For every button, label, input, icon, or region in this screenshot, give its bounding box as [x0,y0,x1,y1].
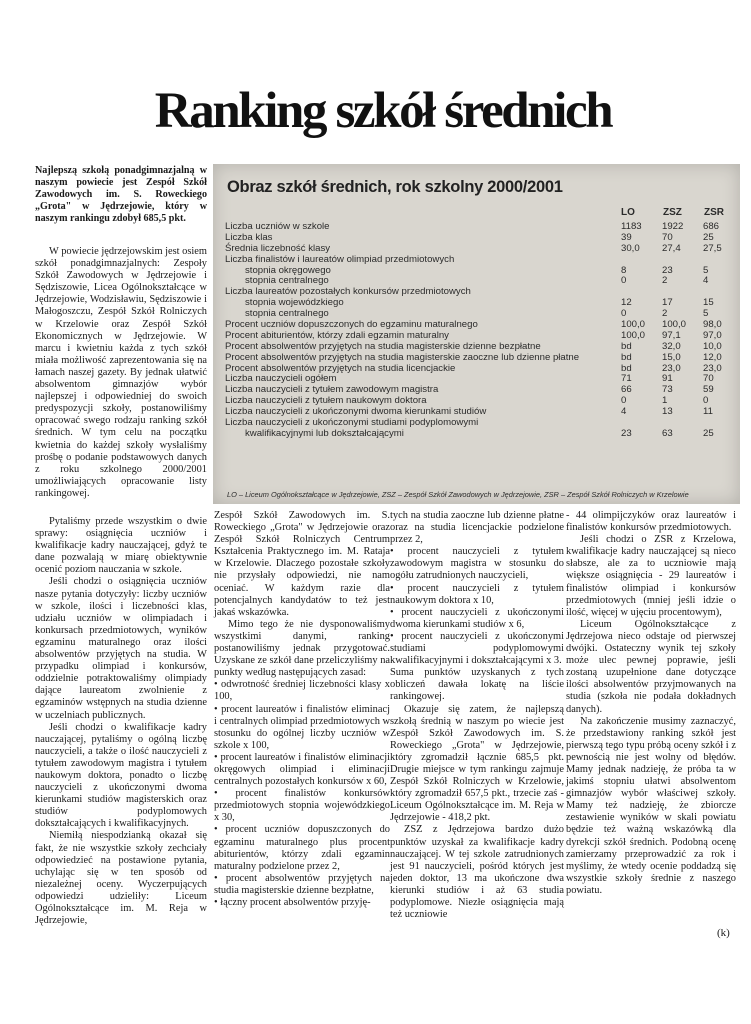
article-column-2 [214,510,390,909]
paragraph: • procent nauczycieli z ukończonymi dwoma kierunkami studiów x 6, [390,606,564,630]
row-value-zsz: 27,4 [662,242,681,254]
row-label: Procent absolwentów przyjętych na studia magisterskie zaoczne lub dzienne płatne [225,351,580,363]
row-label: kwalifikacyjnymi lub dokształcającymi [245,427,404,439]
table-row [225,222,730,233]
row-value-zsr: 0 [703,395,709,407]
row-label: Liczba nauczycieli z tytułem zawodowym magistra [225,384,439,396]
row-value-zsz: 1922 [662,221,684,232]
col-header-lo: LO [621,207,635,218]
col-header-zsz: ZSZ [663,207,682,218]
row-label: stopnia okręgowego [245,264,331,276]
paragraph: • procent uczniów dopuszczonych do egzaminu maturalnego plus procent abiturientów, którzy zdali egzamin maturalny podzielone przez 2, [214,824,390,872]
row-value-zsz: 73 [662,384,673,396]
article-column-3 [390,510,564,921]
row-label: Liczba laureatów pozostałych konkursów przedmiotowych [225,286,471,298]
row-value-zsz: 23,0 [662,362,681,374]
row-label: Liczba nauczycieli ogółem [225,373,337,385]
row-value-lo: 39 [621,231,632,243]
row-value-zsz: 23 [662,264,673,276]
row-label: Procent absolwentów przyjętych na studia magisterskie dzienne bezpłatne [225,340,541,352]
row-value-lo: 0 [621,308,627,320]
paragraph: Zespół Szkół Zawodowych im. S. Roweckiego „Grota" w Jędrzejowie oraz Zespół Szkół Rolniczych Centrum Kształcenia Praktycznego im. M. Rataja w Krzelowie. Dlaczego pozostałe szkoły nie przysłały odpowiedzi, nie nam oceniać. W każdym razie dla potencjalnych kandydatów to też jest jakaś wskazówka. [214,510,390,618]
row-label: Liczba nauczycieli z tytułem naukowym doktora [225,395,427,407]
row-value-zsz: 97,1 [662,329,681,341]
paragraph: • procent nauczycieli z ukończonymi studiami podyplomowymi kwalifikacyjnymi i dokształcającymi x 3. [390,630,564,667]
paragraph: Niemiłą niespodzianką okazał się fakt, że nie wszystkie szkoły zechciały odpowiedzieć na postawione pytania, uchylając się w ten sposób od niezależnej oceny. Wyczerpujących odpowiedzi udzieliły: Liceum Ogólnokształcące im. M. Reja w Jędrzejowie, [35,830,207,927]
row-label: Liczba nauczycieli z ukończonymi studiami podyplomowymi [225,417,479,429]
author-signature: (k) [717,927,730,939]
row-label: Procent abiturientów, którzy zdali egzamin maturalny [225,329,449,341]
paragraph: • procent nauczycieli z tytułem naukowym doktora x 10, [390,582,564,606]
row-value-zsr: 5 [703,264,709,276]
paragraph: Liceum Ogólnokształcące z Jędrzejowa nieco odstaje od pierwszej dwójki. Ostateczny wynik tej szkoły może ulec pewnej poprawie, jeśli zostaną uzupełnione dane dotyczące ilości absolwentów przyjmowanych na studia (szkoła nie podała dokładnych danych). [566,618,736,715]
table-title: Obraz szkół średnich, rok szkolny 2000/2001 [227,178,563,196]
row-value-lo: bd [621,340,632,352]
row-value-lo: 0 [621,395,627,407]
row-label: Liczba uczniów w szkole [225,221,330,232]
row-value-zsr: 25 [703,427,714,439]
row-value-lo: 30,0 [621,242,640,254]
row-value-zsz: 17 [662,297,673,309]
row-label: stopnia centralnego [245,275,329,287]
paragraph: Jeśli chodzi o kwalifikacje kadry nauczającej, pytaliśmy o ogólną liczbę nauczycieli, a także o ilość nauczycieli z tytułem zawodowym magistra i tytułem naukowym doktora, ponadto o liczbę nauczycieli z ukończonymi dwoma kierunkami studiów magisterskich oraz studiów podyplomowych dokształcających i kwalifikacyjnych. [35,721,207,830]
row-value-lo: 4 [621,406,627,418]
table-footnote: LO – Liceum Ogólnokształcące w Jędrzejowie, ZSZ – Zespół Szkół Zawodowych w Jędrzejowie, ZSR – Zespół Szkół Rolniczych w Krzelowie [227,490,689,499]
article-column-1a [35,246,207,500]
paragraph: Jeśli chodzi o ZSR z Krzelowa, kwalifikacje kadry nauczającej są nieco słabsze, ale za to uczniowie mają większe osiągnięcia - 29 laureatów i finalistów olimpiad i konkursów przedmiotowych (mniej jeśli idzie o ilość, więcej w ujęciu procentowym), [566,534,736,618]
row-value-zsr: 25 [703,231,714,243]
row-value-zsz: 15,0 [662,351,681,363]
row-value-zsz: 70 [662,231,673,243]
paragraph: Suma punktów uzyskanych z tych obliczeń dawała lokatę na liście rankingowej. [390,667,564,703]
row-value-lo: 23 [621,427,632,439]
row-value-zsz: 2 [662,275,668,287]
row-value-lo: 100,0 [621,329,646,341]
article-column-4 [566,510,736,897]
row-value-zsr: 10,0 [703,340,722,352]
row-value-lo: 66 [621,384,632,396]
row-value-lo: 12 [621,297,632,309]
paragraph: tych na studia zaoczne lub dzienne płatne oraz na studia licencjackie podzielone przez 2, [390,510,564,546]
row-value-zsz: 100,0 [662,319,687,331]
paragraph: W powiecie jędrzejowskim jest osiem szkół ponadgimnazjalnych: Zespoły Szkół Zawodowych w Jędrzejowie i Sędziszowie, Licea Ogólnokształcące w Jędrzejowie, Wodzisławiu, Sędziszowie i Małogoszczu, Zespół Szkół Rolniczych w Krzelowie oraz Zespół Szkół Ekonomicznych w Jędrzejowie. W marcu i kwietniu każda z tych szkół miała możliwość zaprezentowania się na łamach naszej gazety. By jednak ułatwić absolwentom gimnazjów wybór najlepszej i odpowiedniej do swoich predyspozycji szkoły, postanowiliśmy opracować swego rodzaju ranking szkół średnich. W tym celu na początku kwietnia do każdej szkoły wysłaliśmy prośbę o podanie podstawowych danych z roku szkolnego 2000/2001 umożliwiających opracowanie listy rankingowej. [35,246,207,499]
row-label: Liczba klas [225,231,273,243]
paragraph: Okazuje się zatem, że najlepszą szkołą średnią w naszym po wiecie jest Zespół Szkół Zawodowych im. S. Roweckiego „Grota" w Jędrzejowie, który zgromadził łącznie 685,5 pkt. Drugie miejsce w tym rankingu zajmuje Zespół Szkół Rolniczych w Krzelowie, który zgromadził 657,5 pkt., trzecie zaś - Liceum Ogólnokształcące im. M. Reja w Jędrzejowie - 418,2 pkt. [390,703,564,824]
row-value-zsr: 4 [703,275,709,287]
row-value-zsr: 686 [703,221,720,232]
row-label: Średnia liczebność klasy [225,242,331,254]
paragraph: • odwrotność średniej liczebności klasy x 100, [214,679,390,703]
row-value-lo: 1183 [621,221,642,232]
row-label: stopnia centralnego [245,308,329,320]
table-row [225,353,730,364]
paragraph: Mimo tego że nie dysponowaliśmy wszystkimi danymi, ranking postanowiliśmy jednak przygotować. Uzyskane ze szkół dane przeliczyliśmy na punkty według następujących zasad: [214,618,390,679]
col-header-zsr: ZSR [704,207,724,218]
row-value-zsr: 12,0 [703,351,722,363]
table-row [225,429,730,440]
row-label: Liczba nauczycieli z ukończonymi dwoma kierunkami studiów [225,406,487,418]
paragraph: • procent laureatów i finalistów eliminacj i centralnych olimpiad przedmiotowych w stosunku do ogólnej liczby uczniów w szkole x 100, [214,703,391,751]
table-row [225,255,730,266]
paragraph: • procent laureatów i finalistów eliminacji okręgowych olimpiad i eliminacji centralnych pozostałych konkursów x 60, [214,751,390,788]
row-value-zsz: 91 [662,373,673,385]
row-value-zsr: 15 [703,297,714,309]
row-value-zsr: 11 [703,406,713,418]
row-value-lo: bd [621,351,632,363]
paragraph: Na zakończenie musimy zaznaczyć, że przedstawiony ranking szkół jest pierwszą tego typu próbą oceny szkół i z pewnością nie jest wolny od błędów. Mamy jednak nadzieję, że próba ta w jakimś stopniu ułatwi absolwentom gimnazjów wybór właściwej szkoły. Mamy też nadzieję, że zbiorcze zestawienie wyników w skali powiatu będzie też ważną wskazówką dla dyrekcji szkół średnich. Podobną ocenę zamierzamy przeprowadzić za rok i myślimy, że wtedy ocenie poddadzą się wszystkie szkoły średnie z naszego powiatu. [566,715,736,896]
row-value-zsr: 59 [703,384,714,396]
paragraph: - 44 olimpijczyków oraz laureatów i finalistów konkursów przedmiotowych. [566,510,736,534]
ranking-table [213,164,740,504]
lead-paragraph: Najlepszą szkołą ponadgimnazjalną w naszym powiecie jest Zespół Szkół Zawodowych im. S. Roweckiego „Grota" w Jędrzejowie, który w naszym rankingu zdobył 685,5 pkt. [35,165,207,224]
row-value-lo: 8 [621,264,627,276]
row-value-zsr: 97,0 [703,329,722,341]
row-value-lo: bd [621,362,632,374]
page-title: Ranking szkół średnich [154,83,612,139]
row-value-lo: 100,0 [621,319,646,331]
article-column-1b [35,516,207,927]
row-value-zsr: 5 [703,308,709,320]
paragraph: Jeśli chodzi o osiągnięcia uczniów nasze pytania dotyczyły: liczby uczniów w szkole, ilości i liczebności klas, udziału uczniów w olimpiadach i konkursach przedmiotowych, wyników egzaminu maturalnego oraz ilości absolwentów przyjętych na studia. W przypadku olimpiad i konkursów, oddzielnie potraktowaliśmy olimpiady dające laureatom zwolnienie z egzaminów wstępnych na studia dzienne w uczelniach publicznych. [35,576,207,721]
row-value-lo: 71 [621,373,632,385]
row-value-lo: 0 [621,275,627,287]
paragraph: • łączny procent absolwentów przyję- [214,897,371,908]
row-label: Procent uczniów dopuszczonych do egzaminu maturalnego [225,319,478,331]
paragraph: • procent absolwentów przyjętych na studia magisterskie dzienne bezpłatne, [214,872,390,896]
row-value-zsz: 63 [662,427,673,439]
row-label: Liczba finalistów i laureatów olimpiad przedmiotowych [225,253,455,265]
paragraph: • procent nauczycieli z tytułem zawodowym magistra w stosunku do ogółu zatrudnionych nauczycieli, [390,546,564,582]
row-value-zsr: 70 [703,373,714,385]
row-value-zsr: 27,5 [703,242,722,254]
table-rows [225,222,730,440]
row-label: Procent absolwentów przyjętych na studia licencjackie [225,362,456,374]
row-value-zsz: 2 [662,308,668,320]
row-label: stopnia wojewódzkiego [245,297,344,309]
row-value-zsr: 23,0 [703,362,722,374]
row-value-zsz: 32,0 [662,340,681,352]
paragraph: Pytaliśmy przede wszystkim o dwie sprawy: osiągnięcia uczniów i kwalifikacje kadry nauczającej, gdyż te dane pozwalają w miarę obiektywnie ocenić poziom nauczania w szkole. [35,516,207,576]
paragraph: • procent finalistów konkursów przedmiotowych stopnia wojewódzkiego x 30, [214,788,390,824]
row-value-zsz: 13 [662,406,673,418]
row-value-zsr: 98,0 [703,319,722,331]
row-value-zsz: 1 [662,395,668,407]
paragraph: ZSZ z Jędrzejowa bardzo dużo punktów uzyskał za kwalifikacje kadry nauczającej. W tej szkole zatrudnionych jest 91 nauczycieli, pośród których jest jeden doktor, 13 ma ukończone dwa kierunki studiów i aż 63 studia podyplomowe. Niezłe osiągnięcia mają też uczniowie [390,824,564,921]
